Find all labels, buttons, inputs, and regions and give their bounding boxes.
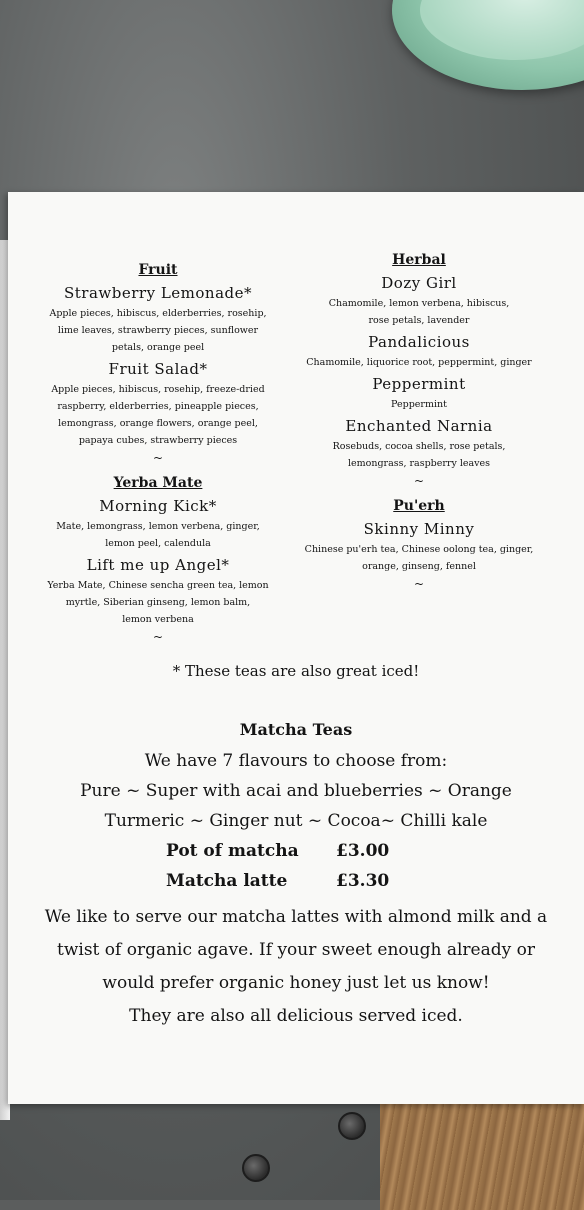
tea-menu-page	[8, 192, 584, 1104]
tea-name: Enchanted Narnia	[345, 417, 493, 435]
price-label: Pot of matcha	[166, 841, 299, 861]
price-row	[8, 871, 584, 891]
price-row	[8, 841, 584, 861]
section-heading-yerba-mate: Yerba Mate	[113, 475, 203, 491]
tea-name: Skinny Minny	[363, 520, 475, 538]
price-value: £3.00	[336, 841, 390, 861]
tea-description: Apple pieces, hibiscus, rosehip, freeze-dried raspberry, elderberries, pineapple pieces, lemongrass, orange flowers, orange peel, papaya cubes, strawberry pieces	[51, 384, 265, 446]
table-rivet	[242, 1154, 270, 1182]
tea-name: Dozy Girl	[381, 274, 457, 292]
tilde-divider: ~	[152, 451, 164, 465]
tea-description: Peppermint	[391, 399, 447, 410]
tea-name: Pandalicious	[368, 333, 470, 351]
tea-name: Peppermint	[372, 375, 466, 393]
section-heading-fruit: Fruit	[138, 262, 178, 278]
tea-description: Rosebuds, cocoa shells, rose petals, lemongrass, raspberry leaves	[332, 441, 506, 469]
tea-name: Strawberry Lemonade*	[64, 284, 252, 302]
tea-description: Chamomile, lemon verbena, hibiscus, rose petals, lavender	[328, 298, 510, 326]
price-value: £3.30	[336, 871, 390, 891]
price-label: Matcha latte	[166, 871, 288, 891]
table-rivet	[338, 1112, 366, 1140]
matcha-section	[8, 720, 584, 1033]
matcha-serving-note: We like to serve our matcha lattes with almond milk and a twist of organic agave. If your sweet enough already or would prefer organic honey just let us know! They are also all delicious served iced.	[44, 907, 548, 1026]
tea-description: Chinese pu'erh tea, Chinese oolong tea, ginger, orange, ginseng, fennel	[304, 544, 534, 572]
tea-description: Yerba Mate, Chinese sencha green tea, lemon myrtle, Siberian ginseng, lemon balm, lemon verbena	[47, 580, 269, 625]
tea-description: Mate, lemongrass, lemon verbena, ginger, lemon peel, calendula	[56, 521, 260, 549]
wooden-chair-edge	[380, 1100, 584, 1210]
tea-name: Lift me up Angel*	[86, 556, 230, 574]
right-column	[290, 252, 548, 601]
tilde-divider: ~	[413, 577, 425, 591]
matcha-flavours: Pure ~ Super with acai and blueberries ~ Orange	[80, 781, 512, 801]
tea-description: Chamomile, liquorice root, peppermint, ginger	[306, 357, 532, 368]
tilde-divider: ~	[152, 630, 164, 644]
section-heading-herbal: Herbal	[392, 252, 446, 268]
tea-name: Morning Kick*	[99, 497, 217, 515]
tea-name: Fruit Salad*	[108, 360, 208, 378]
matcha-flavours: Turmeric ~ Ginger nut ~ Cocoa~ Chilli kale	[104, 811, 488, 831]
iced-note: * These teas are also great iced!	[172, 662, 420, 680]
matcha-title: Matcha Teas	[239, 720, 353, 739]
section-heading-puerh: Pu'erh	[393, 498, 445, 514]
tea-description: Apple pieces, hibiscus, elderberries, rosehip, lime leaves, strawberry pieces, sunflower petals, orange peel	[49, 308, 267, 353]
matcha-intro: We have 7 flavours to choose from:	[144, 751, 448, 771]
tilde-divider: ~	[413, 474, 425, 488]
left-column	[38, 262, 278, 654]
